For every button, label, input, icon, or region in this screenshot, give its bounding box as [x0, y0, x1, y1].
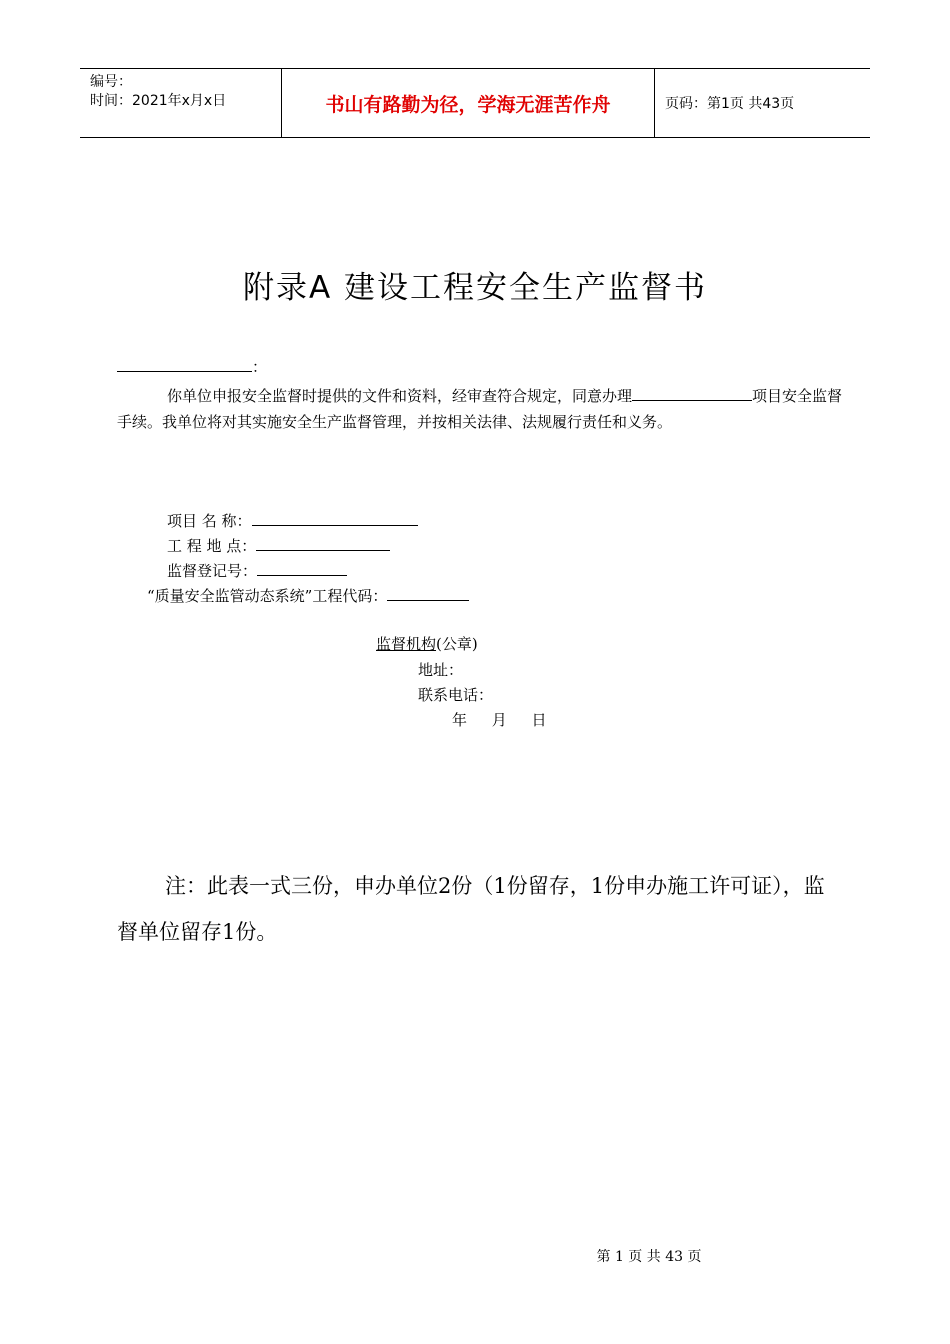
org-name: 监督机构 [376, 635, 437, 653]
project-location-field [167, 535, 390, 556]
project-location-blank [256, 535, 390, 551]
system-code-field [147, 585, 469, 606]
document-header [80, 68, 870, 138]
signature-date: 年 月 日 [452, 711, 547, 729]
note-paragraph: 注：此表一式三份，申办单位2份（1份留存，1份申办施工许可证），监督单位留存1份。 [117, 874, 825, 944]
addressee-colon: ： [252, 358, 268, 376]
system-code-label: “质量安全监管动态系统”工程代码： [147, 587, 388, 605]
addressee-blank [117, 356, 252, 372]
project-location-label: 工 程 地 点： [167, 537, 257, 555]
header-page-info: 页码：第1页 共43页 [665, 96, 795, 112]
header-meta [90, 73, 226, 111]
body-paragraph [117, 383, 843, 435]
project-name-field [167, 510, 418, 531]
registration-no-blank [257, 560, 347, 576]
body-text-part2: 项目安全监督手续。我单位将对其实施安全生产监督管理，并按相关法律、法规履行责任和义务。 [117, 387, 843, 431]
org-phone: 联系电话： [418, 686, 494, 704]
document-title: 附录A 建设工程安全生产监督书 [242, 270, 708, 306]
time-label: 时间：2021年x月x日 [90, 93, 227, 109]
page-footer: 第 1 页 共 43 页 [596, 1249, 702, 1265]
project-blank [632, 385, 752, 401]
header-divider [654, 69, 655, 137]
system-code-blank [387, 585, 469, 601]
body-text-part1: 你单位申报安全监督时提供的文件和资料，经审查符合规定，同意办理 [167, 387, 633, 405]
registration-no-label: 监督登记号： [167, 562, 258, 580]
project-name-label: 项目 名 称： [167, 512, 252, 530]
addressee-line [117, 356, 267, 377]
project-name-blank [252, 510, 418, 526]
supervising-org [376, 633, 478, 654]
org-seal: (公章) [436, 635, 478, 653]
header-motto: 书山有路勤为径，学海无涯苦作舟 [325, 93, 611, 116]
registration-no-field [167, 560, 347, 581]
org-address: 地址： [418, 661, 464, 679]
number-label: 编号： [90, 74, 132, 90]
